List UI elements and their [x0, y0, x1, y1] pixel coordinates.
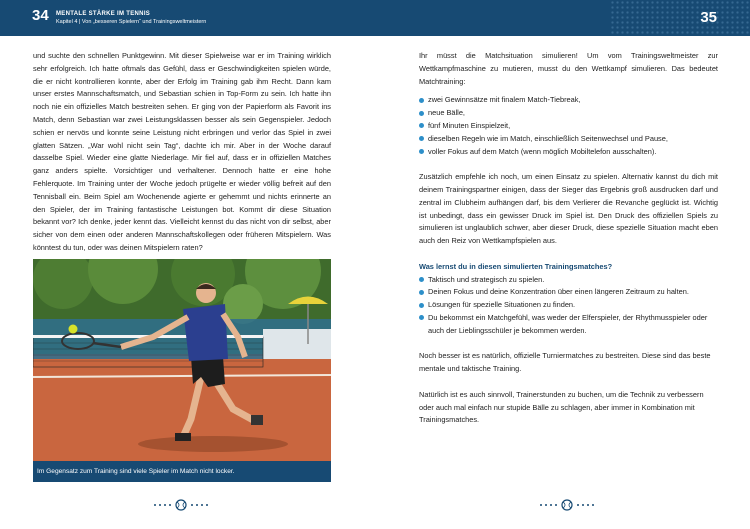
bullet-icon — [419, 277, 424, 282]
list-item — [419, 312, 718, 338]
list-item-text: Du bekommst ein Matchgefühl, was weder der Elferspieler, der Rhythmusspieler oder auch der Lieblingsschüler je bekommen werden. — [428, 312, 708, 335]
running-head — [56, 10, 206, 26]
list-item-text: voller Fokus auf dem Match (wenn möglich Mobiltelefon ausschalten). — [428, 146, 657, 156]
bullet-icon — [419, 149, 424, 154]
left-page-text — [33, 50, 331, 255]
list-item — [419, 299, 718, 312]
learning-list — [419, 274, 718, 338]
bullet-icon — [419, 303, 424, 308]
section-subheading: Was lernst du in diesen simulierten Trainingsmatches? — [419, 261, 613, 271]
match-training-list — [419, 94, 718, 158]
bullet-icon — [419, 136, 424, 141]
photo-caption: Im Gegensatz zum Training sind viele Spieler im Match nicht locker. — [33, 461, 331, 482]
list-item — [419, 146, 718, 159]
pressure-paragraph: Zusätzlich empfehle ich noch, um einen Einsatz zu spielen. Alternativ kannst du dich mit deinem Trainingspartner einigen, dass der Sieger das Ergebnis groß ausdrucken darf und zentral im Clubheim aufhängen darf, bis dem Verlierer die Revanche geglückt ist. Wichtig ist unbedingt, dass ein gewisser Druck im Spiel ist. Den Druck des offiziellen Spiels zu simulieren ist unglaublich schwer, aber dieser Druck, diese spezielle Situation macht eben auch den Reiz von Wettkampfspielen aus. — [419, 172, 718, 246]
bullet-icon — [419, 98, 424, 103]
list-item — [419, 274, 718, 287]
list-item-text: Lösungen für spezielle Situationen zu finden. — [428, 300, 576, 310]
list-item — [419, 133, 718, 146]
list-item — [419, 120, 718, 133]
bullet-icon — [419, 290, 424, 295]
book-title: MENTALE STÄRKE IM TENNIS — [56, 11, 151, 17]
list-item-text: zwei Gewinnsätze mit finalem Match-Tiebreak, — [428, 95, 581, 105]
body-paragraph: und suchte den schnellen Punktgewinn. Mit dieser Spielweise war er im Training wirklich sehr erfolgreich. Ich hatte oftmals das Gefühl, dass er Geschwindigkeiten spielen würde, die er nicht kontrollieren konnte, aber der Erfolg im Training gab ihm Recht. Dann kam unser erstes Mannschaftsmatch, und Sebastian schien in Top-Form zu sein. Ich hatte ihn noch nie ein offizielles Match bestreiten sehen. Er ging von der Papierform als Favorit ins Match, denn Sebastian war zwei Leistungsklassen besser als sein Gegenspieler. Jedoch schien er nervös und konnte seine Leistung nicht erbringen und verlor das Spiel in zwei glatten Sätzen. „War wohl nicht sein Tag“, dachte ich mir. Aber in der Woche darauf dasselbe Spiel. Wieder eine glatte Niederlage. Mir fiel auf, dass er in offiziellen Matches ganz anders spielte. Vorsichtiger und verhaltener. Dennoch hatte er eine hohe Fehlerquote. Im Training unter der Woche jedoch prügelte er wieder völlig befreit auf den Tennisball ein. Beim Spiel am Wochenende agierte er gehemmt und nichts erinnerte an den Spieler, der im Training fantastische Leistungen bot. Kommt dir diese Situation bekannt vor? Ich denke, jeder kennt das. Vielleicht kennst du das nicht von dir selbst, aber sicher von dem einen oder anderen Mannschaftskollegen oder früheren Mitspielern. Was könntest du tun, oder was deinen Mitspielern raten? — [33, 51, 331, 252]
list-item-text: dieselben Regeln wie im Match, einschließlich Seitenwechsel und Pause, — [428, 133, 668, 143]
header-dot-pattern — [610, 0, 750, 36]
bullet-icon — [419, 123, 424, 128]
tournament-paragraph: Noch besser ist es natürlich, offizielle Turniermatches zu bestreiten. Diese sind das beste mentale und taktische Training. — [419, 351, 711, 374]
footer-ornament-right — [537, 499, 597, 511]
page-number-right: 35 — [700, 9, 717, 26]
list-item — [419, 94, 718, 107]
trainer-paragraph: Natürlich ist es auch sinnvoll, Trainerstunden zu buchen, um die Technik zu verbessern oder auch mal einfach nur stupide Bälle zu schlagen, aber immer in Kombination mit Trainingsmatches. — [419, 389, 704, 425]
list-item-text: fünf Minuten Einspielzeit, — [428, 120, 511, 130]
chapter-title: Kapitel 4 | Von „besseren Spielern“ und Trainingsweltmeistern — [56, 19, 207, 25]
list-item — [419, 286, 718, 299]
list-item-text: Deinen Fokus und deine Konzentration über einen längeren Zeitraum zu halten. — [428, 287, 689, 297]
list-item — [419, 107, 718, 120]
page-number-left: 34 — [32, 7, 49, 24]
tennis-photo — [33, 259, 331, 461]
tennis-player-illustration — [33, 259, 331, 461]
bullet-icon — [419, 315, 424, 320]
footer-ornament-left — [151, 499, 211, 511]
right-page-text — [419, 50, 718, 427]
list-item-text: neue Bälle, — [428, 108, 465, 118]
bullet-icon — [419, 111, 424, 116]
page-header — [0, 0, 750, 36]
intro-paragraph: Ihr müsst die Matchsituation simulieren! Um vom Trainingsweltmeister zur Wettkampfmaschine zu mutieren, musst du den Wettkampf simulieren. Das bedeutet Matchtraining: — [419, 51, 718, 86]
list-item-text: Taktisch und strategisch zu spielen. — [428, 274, 545, 284]
